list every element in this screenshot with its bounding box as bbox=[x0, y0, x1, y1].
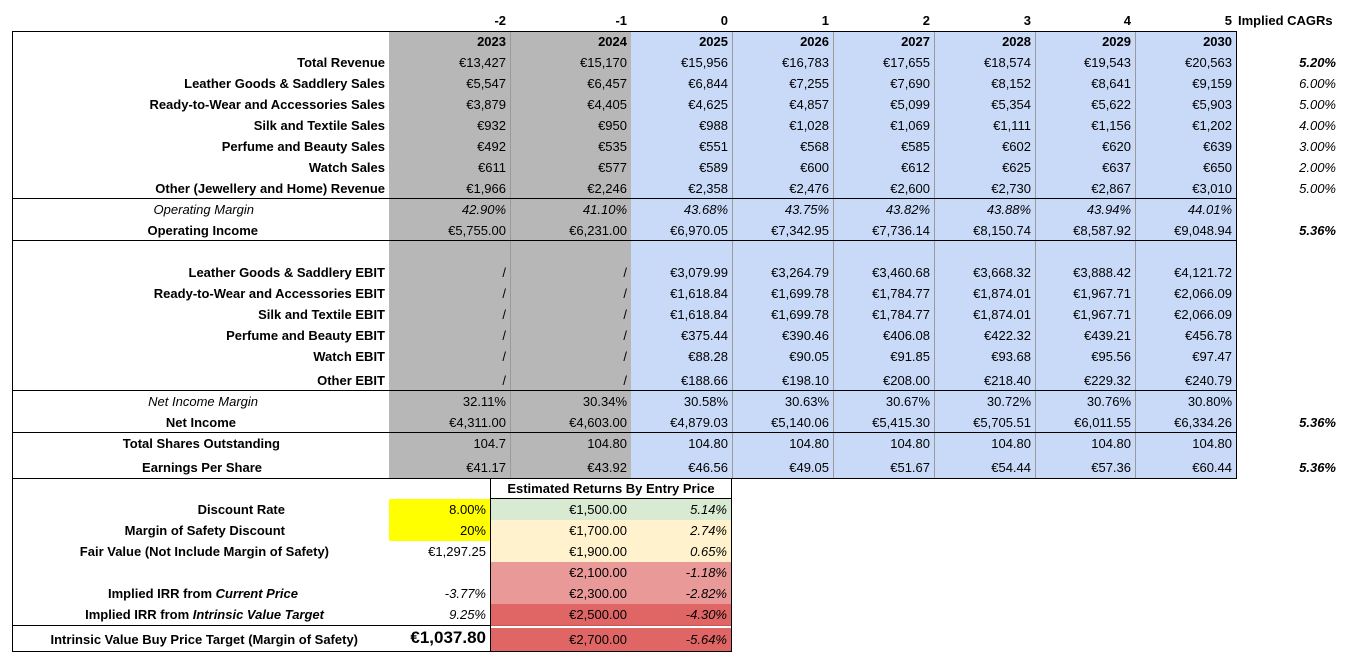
eps-value: €46.56 bbox=[688, 460, 728, 475]
eps-value: €60.44 bbox=[1192, 460, 1232, 475]
operating-margin-value: 43.94% bbox=[1086, 202, 1131, 217]
operating-margin-value: 43.75% bbox=[784, 202, 829, 217]
revenue-segment-value: €988 bbox=[699, 118, 728, 133]
revenue-segment-value: €5,099 bbox=[890, 97, 930, 112]
operating-income-value: €7,736.14 bbox=[872, 223, 930, 238]
operating-income-value: €7,342.95 bbox=[771, 223, 829, 238]
operating-income-value: €5,755.00 bbox=[448, 223, 506, 238]
operating-margin-value: 43.88% bbox=[986, 202, 1031, 217]
eps-value: €43.92 bbox=[587, 460, 627, 475]
ebit-row-value: €2,066.09 bbox=[1174, 307, 1232, 322]
entry-price: €1,500.00 bbox=[569, 502, 627, 517]
revenue-segment-value: €585 bbox=[901, 139, 930, 154]
ebit-row-value: / bbox=[502, 265, 506, 280]
entry-price: €1,900.00 bbox=[569, 544, 627, 559]
revenue-segment-value: €611 bbox=[478, 160, 506, 175]
total-revenue-value: €17,655 bbox=[883, 55, 930, 70]
revenue-segment-value: €492 bbox=[477, 139, 506, 154]
revenue-segment-label: Leather Goods & Saddlery Sales bbox=[184, 76, 385, 91]
ebit-row-value: / bbox=[623, 328, 627, 343]
ebit-row-value: €3,460.68 bbox=[872, 265, 930, 280]
revenue-segment-value: €8,152 bbox=[991, 76, 1031, 91]
irr-current-value: -3.77% bbox=[444, 586, 486, 601]
eps-label: Earnings Per Share bbox=[142, 460, 262, 475]
revenue-segment-value: €4,625 bbox=[688, 97, 728, 112]
operating-income-value: €6,231.00 bbox=[569, 223, 627, 238]
operating-income-value: €6,970.05 bbox=[670, 223, 728, 238]
year-header: 2025 bbox=[699, 34, 728, 49]
ebit-row-value: €439.21 bbox=[1084, 328, 1131, 343]
revenue-segment-value: €1,202 bbox=[1192, 118, 1232, 133]
operating-income-value: €8,150.74 bbox=[973, 223, 1031, 238]
revenue-segment-value: €2,246 bbox=[587, 181, 627, 196]
estimated-return: 5.14% bbox=[690, 502, 727, 517]
ebit-row-value: / bbox=[623, 373, 627, 388]
ebit-row-value: €218.40 bbox=[984, 373, 1031, 388]
revenue-segment-value: €612 bbox=[901, 160, 930, 175]
revenue-segment-value: €3,879 bbox=[466, 97, 506, 112]
total-revenue-value: €16,783 bbox=[782, 55, 829, 70]
ebit-row-value: / bbox=[502, 328, 506, 343]
operating-margin-value: 44.01% bbox=[1187, 202, 1232, 217]
revenue-segment-value: €4,857 bbox=[789, 97, 829, 112]
revenue-segment-cagr: 5.00% bbox=[1299, 181, 1336, 196]
entry-price: €2,300.00 bbox=[569, 586, 627, 601]
total-revenue-value: €15,170 bbox=[580, 55, 627, 70]
ebit-row-value: / bbox=[623, 307, 627, 322]
revenue-segment-value: €7,255 bbox=[789, 76, 829, 91]
eps-value: €41.17 bbox=[466, 460, 506, 475]
revenue-segment-value: €637 bbox=[1102, 160, 1131, 175]
total-revenue-value: €20,563 bbox=[1185, 55, 1232, 70]
shares-outstanding-value: 104.80 bbox=[991, 436, 1031, 451]
entry-price: €1,700.00 bbox=[569, 523, 627, 538]
ebit-row-label: Silk and Textile EBIT bbox=[258, 307, 385, 322]
eps-value: €49.05 bbox=[789, 460, 829, 475]
ebit-row-value: €91.85 bbox=[890, 349, 930, 364]
net-income-value: €4,879.03 bbox=[670, 415, 728, 430]
ebit-row-value: €1,874.01 bbox=[973, 307, 1031, 322]
shares-outstanding-value: 104.7 bbox=[473, 436, 506, 451]
buy-target-value: €1,037.80 bbox=[410, 628, 486, 647]
revenue-segment-value: €6,844 bbox=[688, 76, 728, 91]
revenue-segment-value: €7,690 bbox=[890, 76, 930, 91]
net-income-margin-value: 30.72% bbox=[986, 394, 1031, 409]
shares-outstanding-value: 104.80 bbox=[789, 436, 829, 451]
revenue-segment-value: €950 bbox=[598, 118, 627, 133]
ebit-row-value: / bbox=[502, 373, 506, 388]
ebit-row-value: / bbox=[502, 286, 506, 301]
year-header: 2028 bbox=[1002, 34, 1031, 49]
ebit-row-value: €198.10 bbox=[782, 373, 829, 388]
shares-outstanding-value: 104.80 bbox=[890, 436, 930, 451]
revenue-segment-value: €639 bbox=[1203, 139, 1232, 154]
revenue-segment-label: Watch Sales bbox=[308, 160, 385, 175]
ebit-row-value: €229.32 bbox=[1084, 373, 1131, 388]
revenue-segment-value: €600 bbox=[800, 160, 829, 175]
ebit-row-value: €375.44 bbox=[681, 328, 728, 343]
revenue-segment-value: €1,111 bbox=[993, 118, 1031, 133]
ebit-row-value: €97.47 bbox=[1192, 349, 1232, 364]
discount-rate-label: Discount Rate bbox=[197, 502, 285, 517]
operating-margin-value: 42.90% bbox=[461, 202, 506, 217]
year-header: 2024 bbox=[598, 34, 627, 49]
revenue-segment-value: €5,354 bbox=[991, 97, 1031, 112]
period-offset: 5 bbox=[1224, 13, 1232, 28]
ebit-row-value: €208.00 bbox=[883, 373, 930, 388]
revenue-segment-value: €5,622 bbox=[1091, 97, 1131, 112]
period-offset: 0 bbox=[720, 13, 728, 28]
irr-current-label: Implied IRR from Current Price bbox=[108, 586, 298, 601]
net-income-value: €4,311.00 bbox=[449, 415, 506, 430]
mos-discount-label: Margin of Safety Discount bbox=[124, 523, 285, 538]
revenue-segment-label: Other (Jewellery and Home) Revenue bbox=[155, 181, 385, 196]
net-income-label: Net Income bbox=[165, 415, 236, 430]
year-header: 2023 bbox=[477, 34, 506, 49]
revenue-segment-value: €3,010 bbox=[1192, 181, 1232, 196]
operating-margin-label: Operating Margin bbox=[153, 202, 254, 217]
operating-income-cagr: 5.36% bbox=[1299, 223, 1336, 238]
revenue-segment-label: Ready-to-Wear and Accessories Sales bbox=[149, 97, 385, 112]
shares-outstanding-value: 104.80 bbox=[1192, 436, 1232, 451]
net-income-cagr: 5.36% bbox=[1299, 415, 1336, 430]
eps-cagr: 5.36% bbox=[1299, 460, 1336, 475]
revenue-segment-value: €1,028 bbox=[789, 118, 829, 133]
fair-value-label: Fair Value (Not Include Margin of Safety) bbox=[79, 544, 329, 559]
ebit-row-value: €456.78 bbox=[1185, 328, 1232, 343]
ebit-row-value: €3,079.99 bbox=[670, 265, 728, 280]
revenue-segment-value: €2,600 bbox=[890, 181, 930, 196]
ebit-row-value: €2,066.09 bbox=[1174, 286, 1232, 301]
ebit-row-value: €88.28 bbox=[688, 349, 728, 364]
net-income-margin-label: Net Income Margin bbox=[148, 394, 258, 409]
total-revenue-label: Total Revenue bbox=[297, 55, 385, 70]
total-revenue-value: €13,427 bbox=[459, 55, 506, 70]
ebit-row-value: €240.79 bbox=[1185, 373, 1232, 388]
ebit-row-value: €1,784.77 bbox=[872, 286, 930, 301]
revenue-segment-cagr: 2.00% bbox=[1299, 160, 1336, 175]
ebit-row-value: €406.08 bbox=[883, 328, 930, 343]
ebit-row-value: €3,888.42 bbox=[1073, 265, 1131, 280]
estimated-return: -1.18% bbox=[685, 565, 727, 580]
entry-price: €2,100.00 bbox=[569, 565, 627, 580]
period-offset: 4 bbox=[1123, 13, 1131, 28]
ebit-row-value: €93.68 bbox=[991, 349, 1031, 364]
entry-price: €2,700.00 bbox=[569, 632, 627, 647]
revenue-segment-value: €535 bbox=[598, 139, 627, 154]
net-income-value: €6,011.55 bbox=[1074, 415, 1131, 430]
buy-target-label: Intrinsic Value Buy Price Target (Margin of Safety) bbox=[50, 632, 358, 647]
net-income-value: €5,140.06 bbox=[771, 415, 829, 430]
net-income-margin-value: 30.58% bbox=[683, 394, 728, 409]
net-income-value: €4,603.00 bbox=[569, 415, 627, 430]
shares-outstanding-value: 104.80 bbox=[688, 436, 728, 451]
eps-value: €54.44 bbox=[991, 460, 1031, 475]
ebit-row-value: €1,784.77 bbox=[872, 307, 930, 322]
mos-discount-input[interactable]: 20% bbox=[389, 520, 490, 541]
estimated-return: 0.65% bbox=[690, 544, 727, 559]
ebit-row-label: Ready-to-Wear and Accessories EBIT bbox=[153, 286, 385, 301]
revenue-segment-value: €5,547 bbox=[466, 76, 506, 91]
ebit-row-value: €188.66 bbox=[681, 373, 728, 388]
revenue-segment-cagr: 5.00% bbox=[1299, 97, 1336, 112]
discount-rate-input[interactable]: 8.00% bbox=[389, 499, 490, 520]
ebit-row-value: €390.46 bbox=[782, 328, 829, 343]
ebit-row-value: / bbox=[623, 349, 627, 364]
revenue-segment-value: €932 bbox=[477, 118, 506, 133]
cagr-header: Implied CAGRs bbox=[1238, 13, 1333, 28]
fair-value-value: €1,297.25 bbox=[428, 544, 486, 559]
ebit-row-value: €1,699.78 bbox=[771, 307, 829, 322]
revenue-segment-value: €602 bbox=[1002, 139, 1031, 154]
revenue-segment-value: €2,358 bbox=[688, 181, 728, 196]
period-offset: -2 bbox=[494, 13, 506, 28]
net-income-margin-value: 30.63% bbox=[784, 394, 829, 409]
ebit-row-label: Perfume and Beauty EBIT bbox=[226, 328, 385, 343]
eps-value: €57.36 bbox=[1091, 460, 1131, 475]
revenue-segment-value: €8,641 bbox=[1091, 76, 1131, 91]
revenue-segment-cagr: 4.00% bbox=[1299, 118, 1336, 133]
revenue-segment-value: €1,069 bbox=[890, 118, 930, 133]
revenue-segment-value: €2,476 bbox=[789, 181, 829, 196]
revenue-segment-value: €625 bbox=[1002, 160, 1031, 175]
eps-value: €51.67 bbox=[890, 460, 930, 475]
ebit-row-value: €1,967.71 bbox=[1073, 307, 1131, 322]
ebit-row-label: Watch EBIT bbox=[313, 349, 385, 364]
revenue-segment-value: €4,405 bbox=[587, 97, 627, 112]
returns-table-title: Estimated Returns By Entry Price bbox=[507, 481, 715, 496]
operating-margin-value: 43.68% bbox=[683, 202, 728, 217]
revenue-segment-value: €5,903 bbox=[1192, 97, 1232, 112]
ebit-row-value: €4,121.72 bbox=[1174, 265, 1232, 280]
period-offset: 2 bbox=[922, 13, 930, 28]
ebit-row-label: Other EBIT bbox=[317, 373, 385, 388]
revenue-segment-value: €2,867 bbox=[1091, 181, 1131, 196]
ebit-row-value: €95.56 bbox=[1091, 349, 1131, 364]
revenue-segment-value: €620 bbox=[1102, 139, 1131, 154]
ebit-row-value: €422.32 bbox=[984, 328, 1031, 343]
irr-intrinsic-label: Implied IRR from Intrinsic Value Target bbox=[85, 607, 324, 622]
total-revenue-value: €19,543 bbox=[1084, 55, 1131, 70]
revenue-segment-label: Silk and Textile Sales bbox=[253, 118, 385, 133]
ebit-row-label: Leather Goods & Saddlery EBIT bbox=[188, 265, 385, 280]
total-revenue-cagr: 5.20% bbox=[1299, 55, 1336, 70]
revenue-segment-value: €568 bbox=[800, 139, 829, 154]
operating-income-value: €8,587.92 bbox=[1073, 223, 1131, 238]
period-offset: 1 bbox=[821, 13, 829, 28]
net-income-margin-value: 30.34% bbox=[582, 394, 627, 409]
shares-outstanding-label: Total Shares Outstanding bbox=[122, 436, 280, 451]
revenue-segment-value: €2,730 bbox=[991, 181, 1031, 196]
total-revenue-value: €15,956 bbox=[681, 55, 728, 70]
ebit-row-value: €90.05 bbox=[789, 349, 829, 364]
estimated-return: -4.30% bbox=[685, 607, 727, 622]
revenue-segment-cagr: 3.00% bbox=[1299, 139, 1336, 154]
operating-margin-value: 43.82% bbox=[885, 202, 930, 217]
ebit-row-value: €1,618.84 bbox=[670, 307, 728, 322]
year-header: 2027 bbox=[901, 34, 930, 49]
entry-price: €2,500.00 bbox=[569, 607, 627, 622]
year-header: 2029 bbox=[1102, 34, 1131, 49]
ebit-row-value: / bbox=[623, 265, 627, 280]
operating-margin-value: 41.10% bbox=[582, 202, 627, 217]
ebit-row-value: / bbox=[502, 349, 506, 364]
ebit-row-value: €1,874.01 bbox=[973, 286, 1031, 301]
net-income-value: €5,705.51 bbox=[973, 415, 1031, 430]
revenue-segment-cagr: 6.00% bbox=[1299, 76, 1336, 91]
irr-intrinsic-value: 9.25% bbox=[449, 607, 486, 622]
shares-outstanding-value: 104.80 bbox=[587, 436, 627, 451]
period-offset: 3 bbox=[1023, 13, 1031, 28]
operating-income-value: €9,048.94 bbox=[1174, 223, 1232, 238]
revenue-segment-value: €6,457 bbox=[587, 76, 627, 91]
ebit-row-value: €3,668.32 bbox=[973, 265, 1031, 280]
net-income-value: €6,334.26 bbox=[1174, 415, 1232, 430]
revenue-segment-value: €650 bbox=[1203, 160, 1232, 175]
ebit-row-value: €1,967.71 bbox=[1073, 286, 1131, 301]
net-income-margin-value: 30.80% bbox=[1187, 394, 1232, 409]
net-income-margin-value: 30.76% bbox=[1086, 394, 1131, 409]
revenue-segment-value: €551 bbox=[699, 139, 728, 154]
operating-income-label: Operating Income bbox=[147, 223, 258, 238]
revenue-segment-value: €9,159 bbox=[1192, 76, 1232, 91]
net-income-value: €5,415.30 bbox=[872, 415, 930, 430]
revenue-segment-value: €589 bbox=[699, 160, 728, 175]
net-income-margin-value: 30.67% bbox=[885, 394, 930, 409]
revenue-segment-value: €1,966 bbox=[466, 181, 506, 196]
year-header: 2030 bbox=[1203, 34, 1232, 49]
estimated-return: 2.74% bbox=[690, 523, 727, 538]
year-header: 2026 bbox=[800, 34, 829, 49]
ebit-row-value: €3,264.79 bbox=[771, 265, 829, 280]
revenue-segment-label: Perfume and Beauty Sales bbox=[221, 139, 385, 154]
estimated-return: -2.82% bbox=[685, 586, 727, 601]
ebit-row-value: / bbox=[623, 286, 627, 301]
ebit-row-value: €1,618.84 bbox=[670, 286, 728, 301]
net-income-margin-value: 32.11% bbox=[462, 394, 506, 409]
period-offset: -1 bbox=[615, 13, 627, 28]
ebit-row-value: / bbox=[502, 307, 506, 322]
total-revenue-value: €18,574 bbox=[984, 55, 1031, 70]
revenue-segment-value: €1,156 bbox=[1091, 118, 1131, 133]
ebit-row-value: €1,699.78 bbox=[771, 286, 829, 301]
shares-outstanding-value: 104.80 bbox=[1091, 436, 1131, 451]
revenue-segment-value: €577 bbox=[598, 160, 627, 175]
estimated-return: -5.64% bbox=[685, 632, 727, 647]
